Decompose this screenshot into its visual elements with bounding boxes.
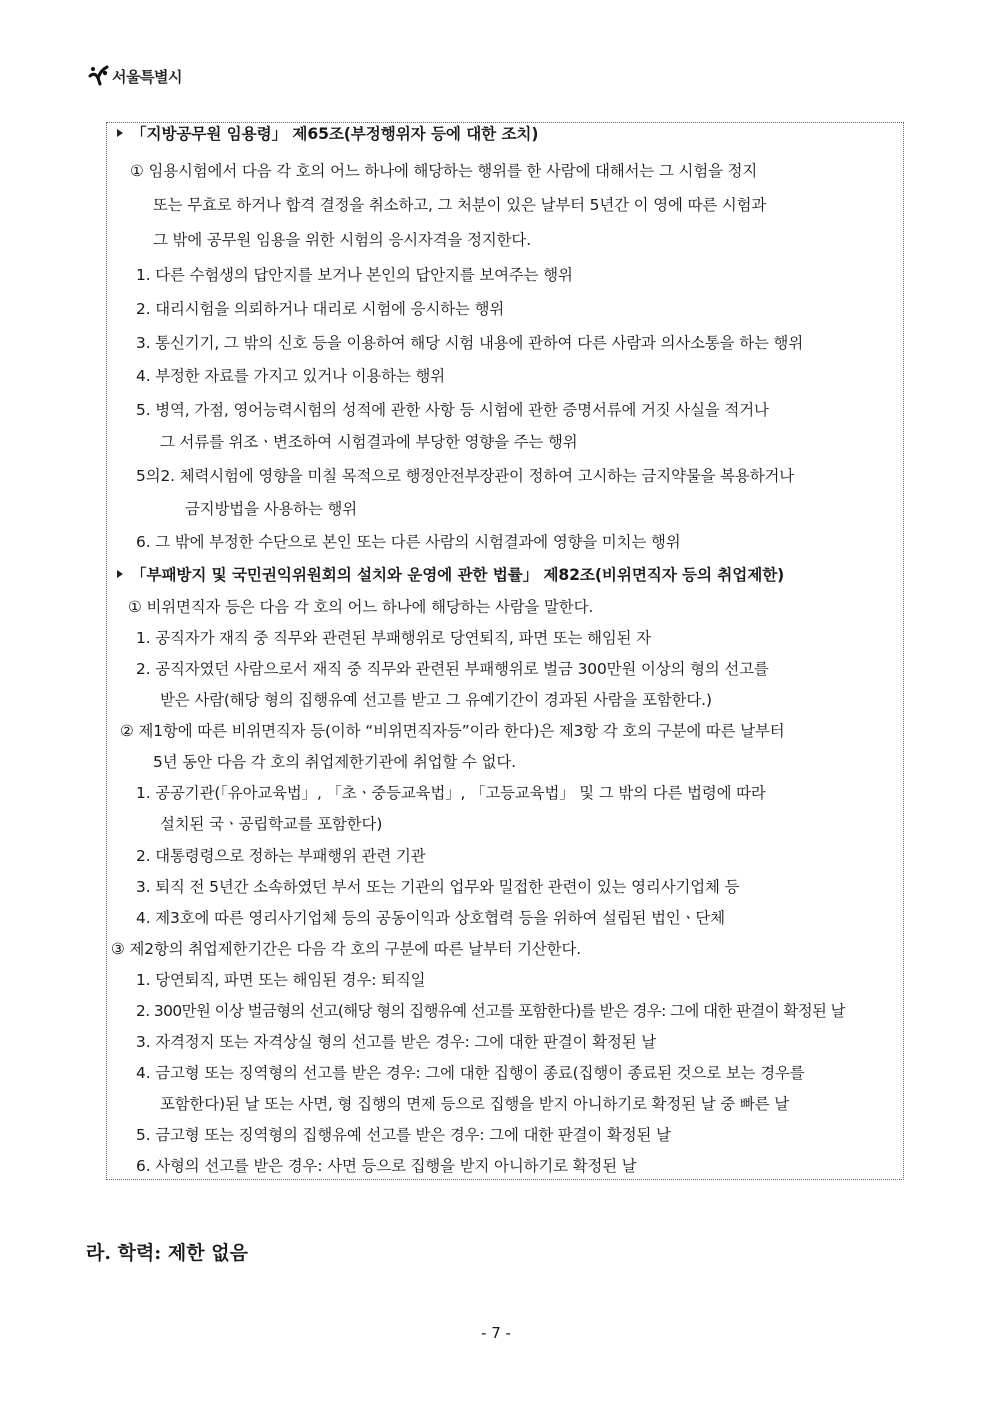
list-item: 1. 공공기관(「유아교육법」, 「초ㆍ중등교육법」, 「고등교육법」 및 그 밖의 다른 법령에 따라 (136, 784, 766, 802)
list-item: 2. 공직자였던 사람으로서 재직 중 직무와 관련된 부패행위로 벌금 300만원 이상의 형의 선고를 (136, 660, 769, 678)
text-line: 그 밖에 공무원 임용을 위한 시험의 응시자격을 정지한다. (153, 231, 531, 249)
text-line: 받은 사람(해당 형의 집행유예 선고를 받고 그 유예기간이 경과된 사람을 포함한다.) (160, 691, 712, 709)
section-heading-education: 라. 학력: 제한 없음 (86, 1242, 248, 1264)
list-item: 5. 금고형 또는 징역형의 집행유예 선고를 받은 경우: 그에 대한 판결이 확정된 날 (136, 1126, 671, 1144)
list-item: 3. 통신기기, 그 밖의 신호 등을 이용하여 해당 시험 내용에 관하여 다른 사람과 의사소통을 하는 행위 (136, 334, 804, 352)
document-header (86, 62, 182, 90)
seoul-logo-icon (86, 63, 110, 89)
list-item: 5. 병역, 가점, 영어능력시험의 성적에 관한 사항 등 시험에 관한 증명서류에 거짓 사실을 적거나 (136, 401, 769, 419)
list-item: 4. 금고형 또는 징역형의 선고를 받은 경우: 그에 대한 집행이 종료(집행이 종료된 것으로 보는 경우를 (136, 1064, 805, 1082)
law-heading-local-officials: 「지방공무원 임용령」 제65조(부정행위자 등에 대한 조치) (117, 123, 538, 145)
list-item: 6. 사형의 선고를 받은 경우: 사면 등으로 집행을 받지 아니하기로 확정된 날 (136, 1157, 637, 1175)
text-line: 또는 무효로 하거나 합격 결정을 취소하고, 그 처분이 있은 날부터 5년간 이 영에 따른 시험과 (153, 196, 767, 214)
org-name: 서울특별시 (112, 67, 182, 86)
list-item: 1. 공직자가 재직 중 직무와 관련된 부패행위로 당연퇴직, 파면 또는 해임된 자 (136, 629, 652, 647)
law-excerpt-box (106, 122, 904, 1180)
text-line: ① 비위면직자 등은 다음 각 호의 어느 하나에 해당하는 사람을 말한다. (128, 598, 594, 616)
text-line: 설치된 국ㆍ공립학교를 포함한다) (160, 815, 383, 833)
text-line: ① 임용시험에서 다음 각 호의 어느 하나에 해당하는 행위를 한 사람에 대해서는 그 시험을 정지 (130, 162, 758, 180)
text-line: ② 제1항에 따른 비위면직자 등(이하 “비위면직자등”이라 한다)은 제3항 각 호의 구분에 따른 날부터 (120, 722, 785, 740)
list-item: 6. 그 밖에 부정한 수단으로 본인 또는 다른 사람의 시험결과에 영향을 미치는 행위 (136, 533, 681, 551)
list-item: 3. 퇴직 전 5년간 소속하였던 부서 또는 기관의 업무와 밀접한 관련이 있는 영리사기업체 등 (136, 878, 740, 896)
list-item: 1. 다른 수험생의 답안지를 보거나 본인의 답안지를 보여주는 행위 (136, 266, 573, 284)
triangle-bullet-icon (117, 570, 123, 578)
text-line: 포함한다)된 날 또는 사면, 형 집행의 면제 등으로 집행을 받지 아니하기로 확정된 날 중 빠른 날 (160, 1095, 789, 1113)
list-item: 2. 300만원 이상 벌금형의 선고(해당 형의 집행유예 선고를 포함한다)를 받은 경우: 그에 대한 판결이 확정된 날 (136, 1002, 846, 1020)
list-item: 3. 자격정지 또는 자격상실 형의 선고를 받은 경우: 그에 대한 판결이 확정된 날 (136, 1033, 657, 1051)
triangle-bullet-icon (117, 129, 123, 137)
text-line: ③ 제2항의 취업제한기간은 다음 각 호의 구분에 따른 날부터 기산한다. (111, 940, 582, 958)
list-item: 4. 제3호에 따른 영리사기업체 등의 공동이익과 상호협력 등을 위하여 설립된 법인ㆍ단체 (136, 909, 725, 927)
text-line: 금지방법을 사용하는 행위 (185, 500, 358, 518)
text-line: 5년 동안 다음 각 호의 취업제한기관에 취업할 수 없다. (153, 753, 516, 771)
law-heading-anti-corruption: 「부패방지 및 국민권익위원회의 설치와 운영에 관한 법률」 제82조(비위면직자 등의 취업제한) (117, 564, 784, 586)
list-item: 4. 부정한 자료를 가지고 있거나 이용하는 행위 (136, 367, 446, 385)
list-item: 1. 당연퇴직, 파면 또는 해임된 경우: 퇴직일 (136, 971, 426, 989)
text-line: 그 서류를 위조ㆍ변조하여 시험결과에 부당한 영향을 주는 행위 (160, 433, 578, 451)
list-item: 5의2. 체력시험에 영향을 미칠 목적으로 행정안전부장관이 정하여 고시하는 금지약물을 복용하거나 (136, 467, 795, 485)
list-item: 2. 대통령령으로 정하는 부패행위 관련 기관 (136, 847, 426, 865)
page-number: - 7 - (481, 1324, 511, 1342)
list-item: 2. 대리시험을 의뢰하거나 대리로 시험에 응시하는 행위 (136, 300, 505, 318)
